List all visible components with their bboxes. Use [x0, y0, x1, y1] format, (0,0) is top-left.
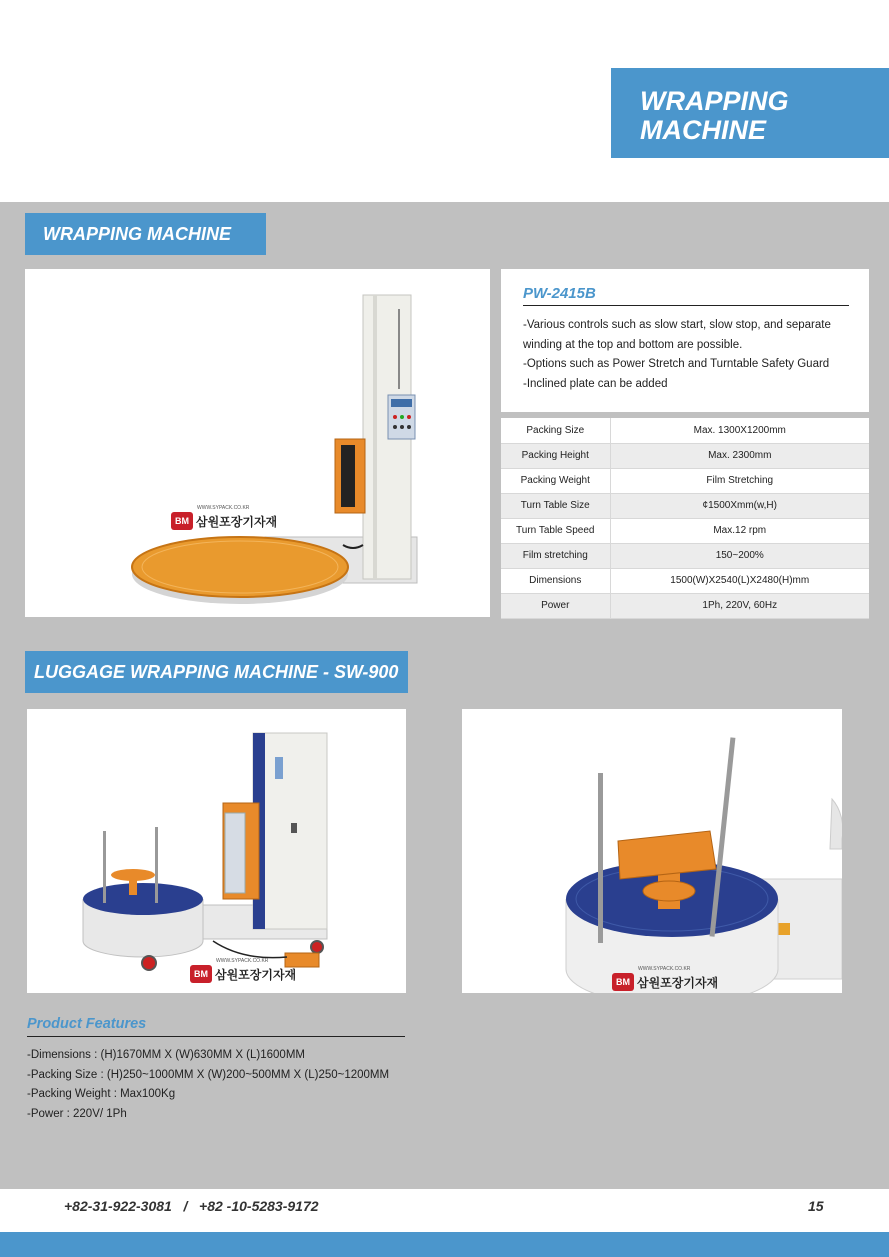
spec-key: Power	[501, 593, 610, 618]
section-tag-wrapping-machine: WRAPPING MACHINE	[25, 213, 266, 255]
spec-key: Packing Height	[501, 443, 610, 468]
spec-value: 1500(W)X2540(L)X2480(H)mm	[610, 568, 869, 593]
spec-value: 1Ph, 220V, 60Hz	[610, 593, 869, 618]
spec-key: Turn Table Speed	[501, 518, 610, 543]
spec-value: Max. 2300mm	[610, 443, 869, 468]
table-row	[501, 568, 869, 593]
logo-url: WWW.SYPACK.CO.KR	[197, 505, 250, 511]
logo-url: WWW.SYPACK.CO.KR	[638, 966, 691, 972]
feature-item: -Packing Size : (H)250~1000MM X (W)200~500MM X (L)250~1200MM	[27, 1068, 390, 1081]
spec-key: Packing Size	[501, 418, 610, 443]
table-row	[501, 443, 869, 468]
model-title: PW-2415B	[523, 285, 849, 306]
logo-url: WWW.SYPACK.CO.KR	[216, 958, 269, 964]
model-description	[523, 316, 863, 394]
logo-badge: BM	[171, 512, 193, 530]
spec-value: Max.12 rpm	[610, 518, 869, 543]
description-line: -Inclined plate can be added	[523, 377, 668, 390]
header-title-line1: WRAPPING	[640, 86, 789, 116]
table-row	[501, 468, 869, 493]
logo-name: 삼원포장기자재	[637, 975, 719, 990]
wrapping-machine-illustration	[25, 269, 490, 617]
turntable-closeup-illustration	[462, 709, 842, 993]
footer-bar	[0, 1232, 889, 1257]
section-tag-luggage-machine: LUGGAGE WRAPPING MACHINE - SW-900	[25, 651, 408, 693]
company-logo	[190, 958, 297, 983]
feature-item: -Packing Weight : Max100Kg	[27, 1088, 176, 1100]
model-info-panel	[501, 269, 869, 412]
spec-value: Film Stretching	[610, 468, 869, 493]
description-line: winding at the top and bottom are possible.	[523, 338, 743, 351]
page-number: 15	[808, 1198, 824, 1214]
table-row	[501, 493, 869, 518]
feature-item: -Power : 220V/ 1Ph	[27, 1107, 127, 1120]
footer-phone: +82-31-922-3081 / +82 -10-5283-9172	[64, 1198, 319, 1214]
logo-name: 삼원포장기자재	[215, 967, 297, 982]
logo-badge: BM	[612, 973, 634, 991]
logo-name: 삼원포장기자재	[196, 514, 278, 529]
spec-key: Packing Weight	[501, 468, 610, 493]
description-line: -Various controls such as slow start, slow stop, and separate	[523, 319, 831, 331]
table-row	[501, 518, 869, 543]
spec-key: Turn Table Size	[501, 493, 610, 518]
spec-value: ¢1500Xmm(w,H)	[610, 493, 869, 518]
company-logo	[171, 505, 278, 530]
spec-value: 150~200%	[610, 543, 869, 568]
header-title-line2: MACHINE	[640, 115, 766, 145]
spec-key: Film stretching	[501, 543, 610, 568]
description-line: -Options such as Power Stretch and Turntable Safety Guard	[523, 358, 830, 370]
table-row	[501, 593, 869, 618]
feature-item: -Dimensions : (H)1670MM X (W)630MM X (L)1600MM	[27, 1049, 305, 1061]
spec-key: Dimensions	[501, 568, 610, 593]
table-row	[501, 418, 869, 443]
table-row	[501, 543, 869, 568]
features-list	[27, 1046, 447, 1124]
spec-table	[501, 418, 869, 619]
features-title: Product Features	[27, 1016, 405, 1037]
company-logo	[612, 966, 719, 991]
page-header-banner	[611, 68, 889, 158]
wrapping-machine-photo	[25, 269, 490, 617]
luggage-machine-illustration	[27, 709, 406, 993]
luggage-machine-photo	[27, 709, 406, 993]
luggage-turntable-closeup-photo	[462, 709, 842, 993]
spec-value: Max. 1300X1200mm	[610, 418, 869, 443]
logo-badge: BM	[190, 965, 212, 983]
